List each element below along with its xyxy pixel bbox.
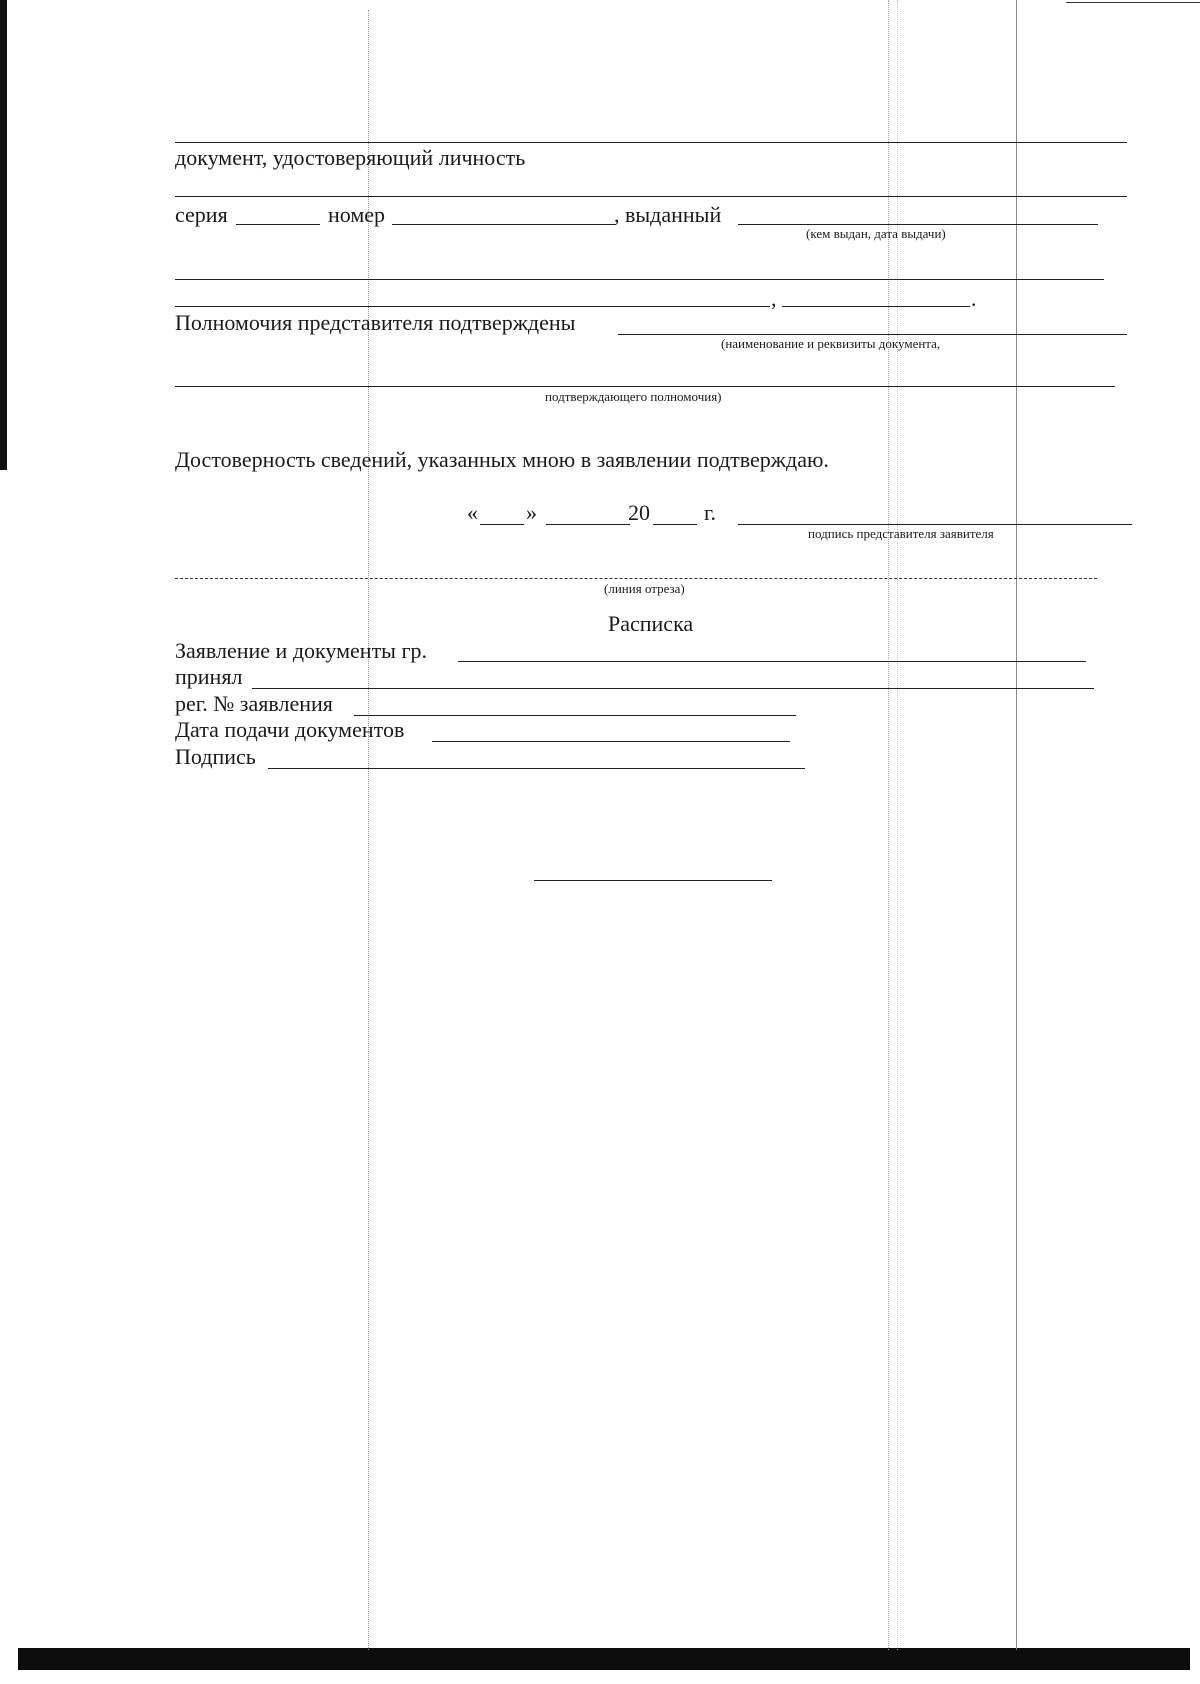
top-blank-line xyxy=(175,142,1127,143)
receipt-title: Расписка xyxy=(608,611,694,636)
scan-fold-line xyxy=(368,10,369,1650)
issued-continuation-line-2[interactable] xyxy=(175,306,770,307)
confirmation-text: Достоверность сведений, указанных мною в заявлении подтверждаю. xyxy=(175,447,829,472)
identity-document-label: документ, удостоверяющий личность xyxy=(175,145,526,170)
reg-number-label: рег. № заявления xyxy=(175,691,333,716)
series-field[interactable] xyxy=(236,224,320,225)
issued-label: , выданный xyxy=(614,202,722,227)
submission-date-field[interactable] xyxy=(432,741,790,742)
docs-from-field[interactable] xyxy=(458,661,1086,662)
cut-line xyxy=(175,578,1097,579)
comma: , xyxy=(771,286,777,311)
scan-fold-line xyxy=(897,0,898,1650)
issued-by-field[interactable] xyxy=(738,224,1098,225)
scan-edge-left xyxy=(0,0,7,470)
year-suffix: г. xyxy=(704,500,717,525)
date-year-field[interactable] xyxy=(653,524,697,525)
receipt-signature-label: Подпись xyxy=(175,744,256,769)
scan-edge-top xyxy=(1066,2,1200,3)
closing-separator xyxy=(534,880,772,881)
authority-document-field[interactable] xyxy=(618,334,1127,335)
issued-continuation-line[interactable] xyxy=(175,279,1104,280)
series-label: серия xyxy=(175,202,228,227)
identity-document-line[interactable] xyxy=(175,196,1127,197)
number-label: номер xyxy=(328,202,386,227)
scan-fold-line xyxy=(1016,0,1017,1650)
accepted-field[interactable] xyxy=(252,688,1094,689)
authority-caption-2: подтверждающего полномочия) xyxy=(545,389,722,404)
signature-caption: подпись представителя заявителя xyxy=(808,526,994,541)
submission-date-label: Дата подачи документов xyxy=(175,717,405,742)
date-month-field[interactable] xyxy=(546,524,630,525)
scan-fold-line xyxy=(888,0,889,1650)
cut-line-caption: (линия отреза) xyxy=(604,581,685,596)
docs-from-label: Заявление и документы гр. xyxy=(175,638,427,663)
year-prefix: 20 xyxy=(628,500,650,525)
authority-document-line-2[interactable] xyxy=(175,386,1115,387)
authority-caption-1: (наименование и реквизиты документа, xyxy=(721,336,941,351)
scan-edge-bottom xyxy=(18,1648,1190,1670)
representative-signature-field[interactable] xyxy=(738,524,1132,525)
period: . xyxy=(971,286,977,311)
reg-number-field[interactable] xyxy=(354,715,796,716)
issued-caption: (кем выдан, дата выдачи) xyxy=(806,226,946,241)
date-day-field[interactable] xyxy=(480,524,524,525)
date-open-quote: « xyxy=(467,500,478,525)
issued-date-field[interactable] xyxy=(782,306,970,307)
receipt-signature-field[interactable] xyxy=(268,768,805,769)
date-close-quote: » xyxy=(526,500,537,525)
authority-label: Полномочия представителя подтверждены xyxy=(175,310,576,335)
number-field[interactable] xyxy=(392,224,616,225)
accepted-label: принял xyxy=(175,664,243,689)
